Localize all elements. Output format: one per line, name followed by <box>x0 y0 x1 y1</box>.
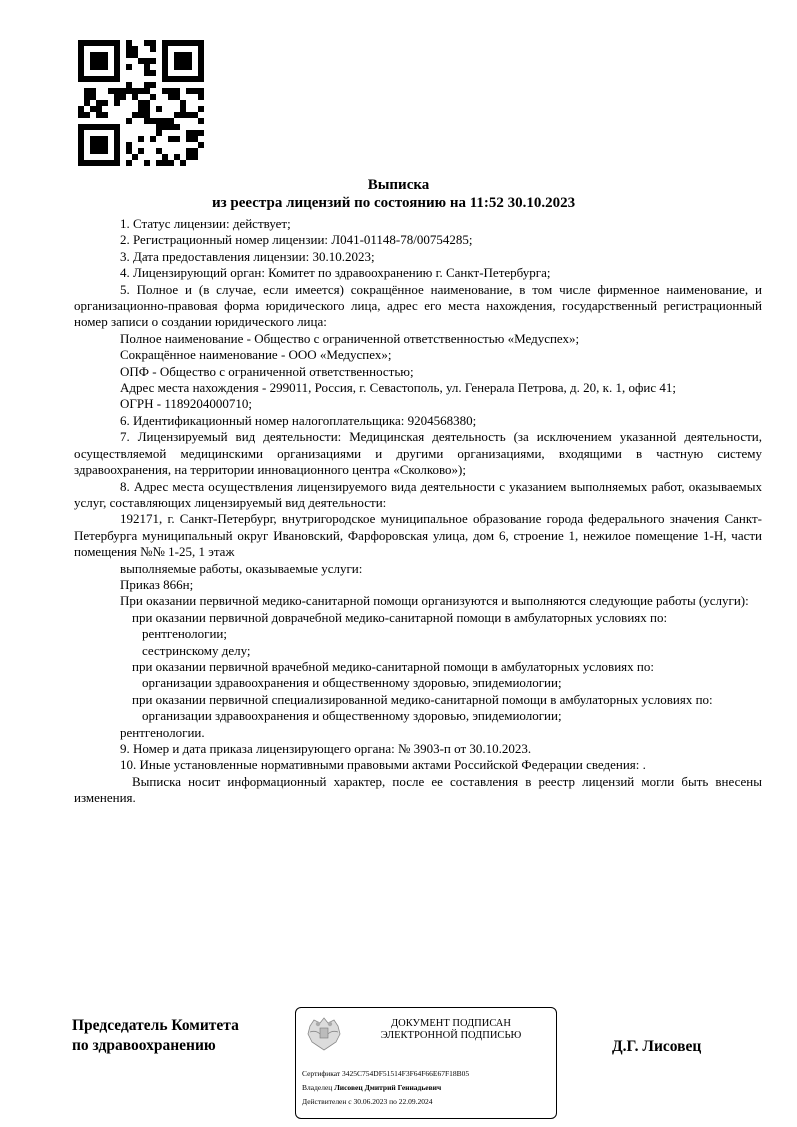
signatory-position-line1: Председатель Комитета <box>72 1017 239 1034</box>
stamp-certificate: Сертификат 3425C754DF51514F3F64F66E67F18B05 <box>302 1069 470 1078</box>
item-name-intro: 5. Полное и (в случае, если имеется) сокращённое наименование, в том числе фирменное наименование, и организационно-правовая форма юридического лица, адрес его места нахождения, государственный регистрационный номер записи о создании юридического лица: <box>74 281 762 330</box>
item-prehospital: при оказании первичной доврачебной медико-санитарной помощи в амбулаторных условиях по: <box>132 609 668 625</box>
item-address: Адрес места нахождения - 299011, Россия, г. Севастополь, ул. Генерала Петрова, д. 20, к. 1, офис 41; <box>120 380 676 396</box>
item-primary-care: При оказании первичной медико-санитарной помощи организуются и выполняются следующие работы (услуги): <box>120 593 749 609</box>
item-radiology-1: рентгенологии; <box>142 626 227 642</box>
item-public-health-2: организации здравоохранения и общественному здоровью, эпидемиологии; <box>142 708 562 724</box>
item-nursing: сестринскому делу; <box>142 642 251 658</box>
item-public-health-1: организации здравоохранения и общественному здоровью, эпидемиологии; <box>142 675 562 691</box>
item-date: 3. Дата предоставления лицензии: 30.10.2023; <box>120 248 375 264</box>
qr-code <box>78 40 204 166</box>
item-opf: ОПФ - Общество с ограниченной ответственностью; <box>120 363 414 379</box>
item-inn: 6. Идентификационный номер налогоплательщика: 9204568380; <box>120 412 477 428</box>
item-reg-number: 2. Регистрационный номер лицензии: Л041-01148-78/00754285; <box>120 232 473 248</box>
item-order: Приказ 866н; <box>120 576 194 592</box>
item-order-number: 9. Номер и дата приказа лицензирующего органа: № 3903-п от 30.10.2023. <box>120 741 532 756</box>
item-works-label: выполняемые работы, оказываемые услуги: <box>120 560 363 576</box>
stamp-title-line2: ЭЛЕКТРОННОЙ ПОДПИСЬЮ <box>380 1030 522 1041</box>
item-place-address: 192171, г. Санкт-Петербург, внутригородское муниципальное образование города федерального значения Санкт-Петербурга муниципальный округ Ивановский, Фарфоровская улица, дом 6, строение 1, нежилое помещение 1-Н, части помещения №№ 1-25, 1 этаж <box>74 511 762 560</box>
stamp-validity: Действителен с 30.06.2023 по 22.09.2024 <box>302 1097 433 1106</box>
stamp-owner: Лисовец Дмитрий Геннадьевич <box>334 1083 442 1092</box>
document-title: Выписка <box>367 177 430 193</box>
item-ogrn: ОГРН - 1189204000710; <box>120 396 252 412</box>
item-place-intro: 8. Адрес места осуществления лицензируемого вида деятельности с указанием выполняемых работ, оказываемых услуг, составляющих лицензируемый вид деятельности: <box>74 478 762 510</box>
item-specialized: при оказании первичной специализированной медико-санитарной помощи в амбулаторных условиях по: <box>132 691 713 707</box>
stamp-owner-line <box>302 1083 441 1092</box>
signatory-position <box>72 1016 239 1056</box>
item-activity: 7. Лицензируемый вид деятельности: Медицинская деятельность (за исключением указанной деятельности, осуществляемой медицинскими организациями и другими организациями, входящими в частную систему здравоохранения, на территории инновационного центра «Сколково»); <box>74 429 762 478</box>
item-other-info: 10. Иные установленные нормативными правовыми актами Российской Федерации сведения: . <box>120 757 646 773</box>
e-signature-stamp <box>295 1007 557 1119</box>
document-subtitle: из реестра лицензий по состоянию на 11:52 30.10.2023 <box>212 195 576 211</box>
coat-of-arms-icon <box>304 1014 344 1054</box>
item-radiology-2: рентгенологии. <box>120 724 205 740</box>
item-disclaimer: Выписка носит информационный характер, после ее составления в реестр лицензий могли быть внесены изменения. <box>74 773 762 806</box>
signatory-name: Д.Г. Лисовец <box>612 1038 702 1055</box>
stamp-owner-label: Владелец <box>302 1083 333 1092</box>
stamp-title-line1: ДОКУМЕНТ ПОДПИСАН <box>391 1018 511 1029</box>
item-short-name: Сокращённое наименование - ООО «Медуспех»; <box>120 347 392 363</box>
item-full-name: Полное наименование - Общество с ограниченной ответственностью «Медуспех»; <box>120 330 580 346</box>
item-status: 1. Статус лицензии: действует; <box>120 216 291 231</box>
signatory-position-line2: по здравоохранению <box>72 1037 216 1054</box>
item-physician: при оказании первичной врачебной медико-санитарной помощи в амбулаторных условиях по: <box>132 658 654 674</box>
item-authority: 4. Лицензирующий орган: Комитет по здравоохранению г. Санкт-Петербурга; <box>120 265 551 281</box>
document-body <box>74 216 762 807</box>
